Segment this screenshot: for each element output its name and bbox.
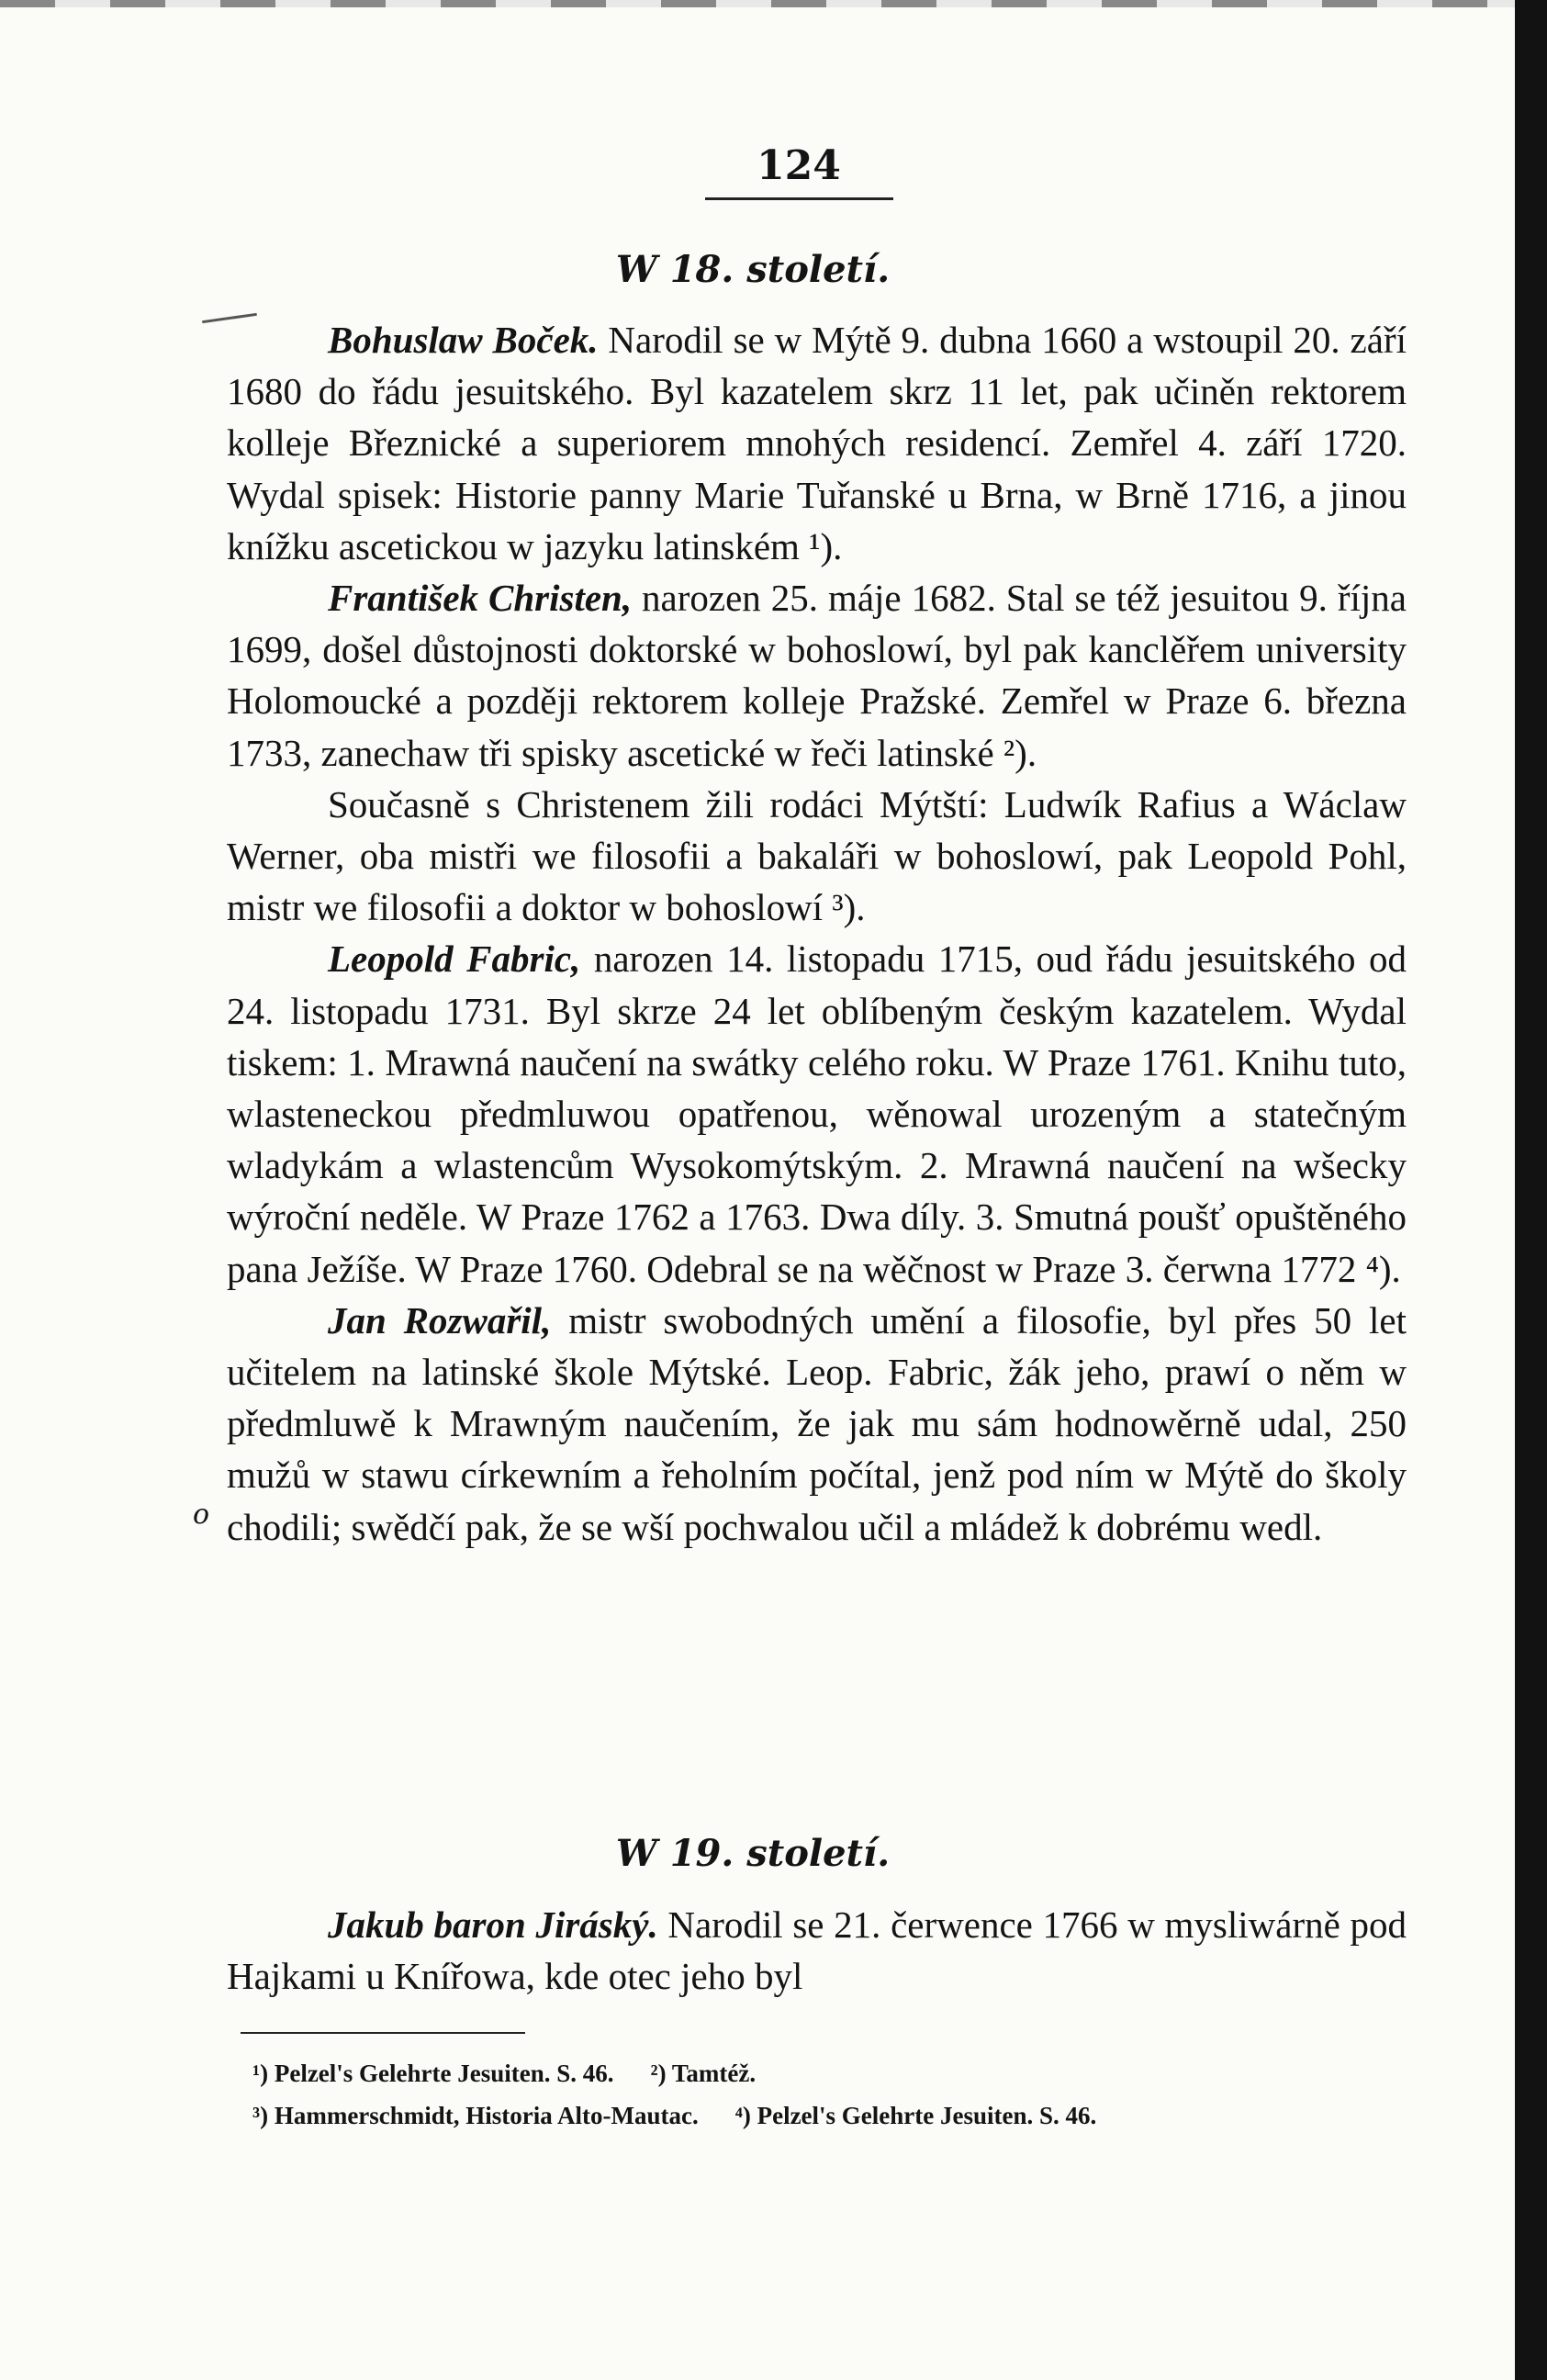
body-text-19-century	[227, 1899, 1407, 2002]
paragraph-fabric	[227, 933, 1407, 1294]
paragraph-text: mistr swobodných umění a filosofie, byl přes 50 let učitelem na latinské škole Mýtské. Leop. Fabric, žák jeho, prawí o něm w předmluwě k Mrawným naučením, že jak mu sám hodnowěrně udal, 250 mužů w stawu církewním a řeholním počítal, jenž pod ním w Mýtě do školy chodili; swědčí pak, že se wší pochwalou učil a mládež k dobrému wedl.	[227, 1298, 1407, 1548]
person-name: František Christen,	[328, 577, 633, 620]
footnote-2: ²) Tamtéž.	[650, 2060, 757, 2087]
page-number-rule	[705, 197, 893, 200]
footnotes	[252, 2052, 1428, 2137]
footnote-3: ³) Hammerschmidt, Historia Alto-Mautac.	[252, 2102, 699, 2129]
person-name: Bohuslaw Boček.	[328, 319, 599, 361]
footnote-line-2	[252, 2094, 1428, 2137]
paragraph-rozwaril	[227, 1295, 1407, 1553]
footnote-rule	[241, 2032, 525, 2034]
person-name: Leopold Fabric,	[328, 937, 581, 981]
paragraph-text: Současně s Christenem žili rodáci Mýtští: Ludwík Rafius a Wáclaw Werner, oba mistři we filosofii a bakaláři w bohoslowí, pak Leopold Pohl, mistr we filosofii a doktor w bohoslowí ³).	[227, 782, 1407, 929]
paragraph-bocek	[227, 314, 1407, 572]
person-name: Jakub baron Jiráský.	[328, 1903, 658, 1946]
footnote-line-1	[252, 2052, 1428, 2094]
paragraph-contemporaries	[227, 779, 1407, 934]
scan-top-edge	[0, 0, 1515, 7]
body-text-18-century	[227, 314, 1407, 1553]
paragraph-text: narozen 25. máje 1682. Stal se též jesuitou 9. října 1699, došel důstojnosti doktorské w bohoslowí, byl pak kanclěřem university Holomoucké a později rektorem kolleje Pražské. Zemřel w Praze 6. března 1733, zanechaw tři spisky ascetické w řeči latinské ²).	[227, 577, 1407, 774]
scan-right-edge	[1515, 0, 1547, 2380]
paragraph-christen	[227, 572, 1407, 779]
page-number: 124	[757, 142, 841, 189]
section-heading-18-century: W 18. století.	[615, 248, 891, 291]
paragraph-text: Narodil se 21. čerwence 1766 w mysliwárně pod Hajkami u Knířowa, kde otec jeho byl	[227, 1903, 1407, 1998]
paragraph-jirasky	[227, 1899, 1407, 2002]
margin-mark: o	[193, 1499, 210, 1531]
paragraph-text: narozen 14. listopadu 1715, oud řádu jesuitského od 24. listopadu 1731. Byl skrze 24 let oblíbeným českým kazatelem. Wydal tiskem: 1. Mrawná naučení na swátky celého roku. W Praze 1761. Knihu tuto, wlasteneckou předmluwou opatřenou, wěnowal urozeným a statečným wladykám a wlastencům Wysokomýtským. 2. Mrawná naučení na wšecky wýroční neděle. W Praze 1762 a 1763. Dwa díly. 3. Smutná poušť opuštěného pana Ježíše. W Praze 1760. Odebral se na wěčnost w Praze 3. čerwna 1772 ⁴).	[227, 937, 1407, 1290]
section-heading-19-century: W 19. století.	[615, 1832, 891, 1875]
person-name: Jan Rozwařil,	[328, 1298, 552, 1342]
footnote-4: ⁴) Pelzel's Gelehrte Jesuiten. S. 46.	[734, 2102, 1097, 2129]
footnote-1: ¹) Pelzel's Gelehrte Jesuiten. S. 46.	[252, 2060, 614, 2087]
paragraph-text: Narodil se w Mýtě 9. dubna 1660 a wstoupil 20. září 1680 do řádu jesuitského. Byl kazatelem skrz 11 let, pak učiněn rektorem kolleje Březnické a superiorem mnohých residencí. Zemřel 4. září 1720. Wydal spisek: Historie panny Marie Tuřanské u Brna, w Brně 1716, a jinou knížku ascetickou w jazyku latinském ¹).	[227, 319, 1407, 567]
